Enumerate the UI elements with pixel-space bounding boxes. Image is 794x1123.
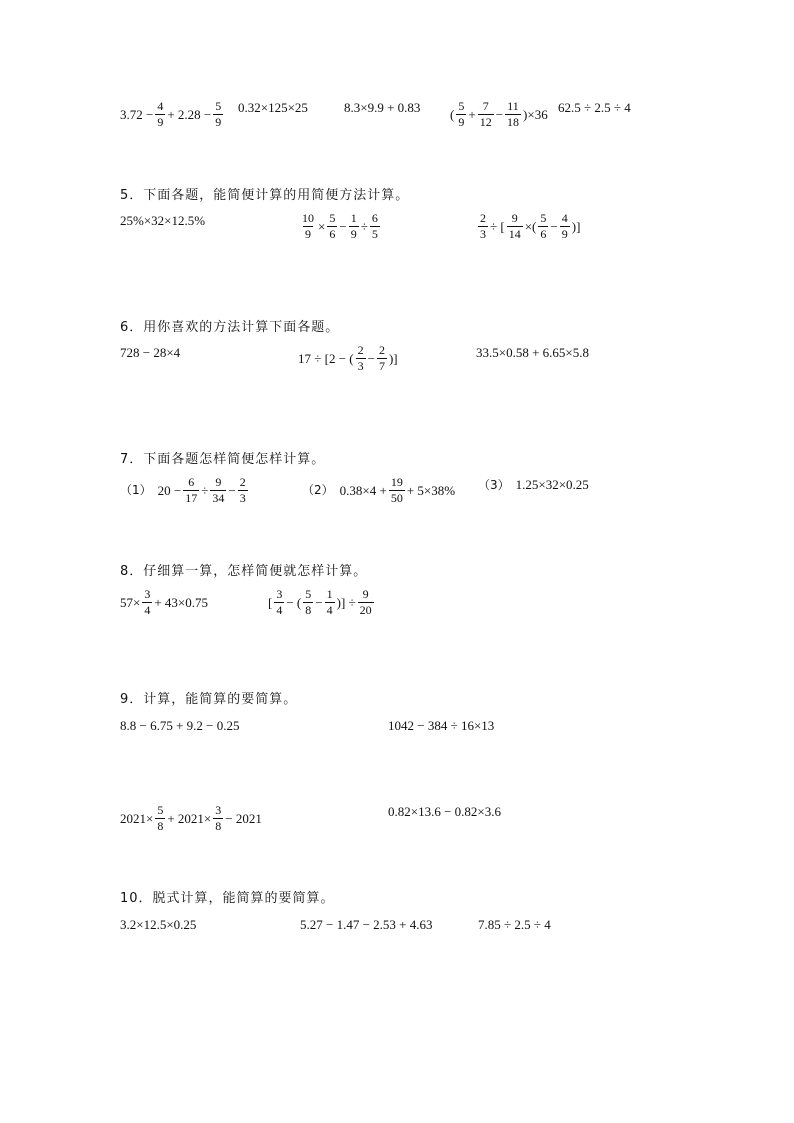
fraction: $\frac{7}{12}$ bbox=[479, 99, 492, 129]
fraction: $\frac{10}{9}$ bbox=[302, 211, 314, 241]
fraction: $\frac{2}{3}$ bbox=[480, 211, 486, 241]
expr-7-1: （1） 20 − $\frac{6}{17}$ ÷ $\frac{9}{34}$ − $\frac{2}{3}$ bbox=[120, 475, 246, 505]
expr-7-3: （3） 1.25×32×0.25 bbox=[478, 477, 589, 492]
expr-4-2: 0.32×125×25 bbox=[238, 100, 308, 115]
expr-8-2: [ $\frac{3}{4}$ − ( $\frac{5}{8}$ − $\frac{1}{4}$ )] ÷ $\frac{9}{20}$ bbox=[268, 587, 372, 617]
fraction: $\frac{11}{18}$ bbox=[507, 99, 520, 129]
expr-8-1: 57× $\frac{3}{4}$ + 43×0.75 bbox=[120, 587, 209, 617]
fraction: $\frac{5}{8}$ bbox=[305, 587, 312, 617]
expr-10-2: 5.27 − 1.47 − 2.53 + 4.63 bbox=[300, 917, 433, 932]
fraction: $\frac{5}{6}$ bbox=[540, 211, 547, 241]
fraction: $\frac{3}{8}$ bbox=[215, 803, 222, 833]
question-10-heading: 10．脱式计算，能简算的要简算。 bbox=[120, 891, 335, 906]
fraction: $\frac{3}{4}$ bbox=[276, 587, 283, 617]
expr-4-5: 62.5 ÷ 2.5 ÷ 4 bbox=[558, 100, 631, 115]
expr-6-3: 33.5×0.58 + 6.65×5.8 bbox=[476, 345, 589, 360]
question-8-heading: 8．仔细算一算，怎样简便就怎样计算。 bbox=[120, 564, 368, 579]
expr-9-2: 1042 − 384 ÷ 16×13 bbox=[388, 718, 495, 733]
fraction: $\frac{2}{7}$ bbox=[378, 343, 385, 373]
question-7-heading: 7．下面各题怎样简便怎样计算。 bbox=[120, 452, 326, 467]
fraction: $\frac{5}{9}$ bbox=[458, 99, 465, 129]
expr-9-3: 2021× $\frac{5}{8}$ + 2021× $\frac{3}{8}$ − 2021 bbox=[120, 803, 262, 833]
question-6-heading: 6．用你喜欢的方法计算下面各题。 bbox=[120, 320, 340, 335]
fraction: $\frac{9}{34}$ bbox=[212, 475, 225, 505]
fraction: $\frac{3}{4}$ bbox=[144, 587, 151, 617]
item-label: （2） bbox=[302, 483, 334, 498]
fraction: $\frac{2}{3}$ bbox=[239, 475, 246, 505]
fraction: $\frac{1}{4}$ bbox=[326, 587, 333, 617]
fraction: $\frac{9}{20}$ bbox=[359, 587, 372, 617]
fraction: $\frac{19}{50}$ bbox=[390, 475, 403, 505]
expr-10-3: 7.85 ÷ 2.5 ÷ 4 bbox=[478, 917, 551, 932]
item-label: （1） bbox=[120, 483, 152, 498]
fraction: $\frac{5}{9}$ bbox=[215, 99, 222, 129]
expr-5-1: 25%×32×12.5% bbox=[120, 213, 206, 228]
question-9-heading: 9．计算，能简算的要简算。 bbox=[120, 692, 298, 707]
fraction: $\frac{4}{9}$ bbox=[561, 211, 568, 241]
expr-10-1: 3.2×12.5×0.25 bbox=[120, 917, 197, 932]
expr-7-2: （2） 0.38×4 + $\frac{19}{50}$ + 5×38% bbox=[302, 475, 456, 505]
expr-5-2: $\frac{10}{9}$ × $\frac{5}{6}$ − $\frac{1}{9}$ ÷ $\frac{6}{5}$ bbox=[302, 211, 378, 241]
fraction: $\frac{5}{6}$ bbox=[329, 211, 336, 241]
fraction: $\frac{1}{9}$ bbox=[350, 211, 357, 241]
expr-6-1: 728 − 28×4 bbox=[120, 345, 181, 360]
item-label: （3） bbox=[478, 477, 510, 492]
fraction: $\frac{9}{14}$ bbox=[508, 211, 521, 241]
expr-4-1: 3.72 − $\frac{4}{9}$ + 2.28 − $\frac{5}{9}$ bbox=[120, 99, 222, 129]
expr-4-4: ( $\frac{5}{9}$ + $\frac{7}{12}$ − $\frac{11}{18}$ )×36 bbox=[450, 99, 548, 129]
question-5-heading: 5．下面各题，能简便计算的用简便方法计算。 bbox=[120, 188, 410, 203]
expr-6-2: 17 ÷ [2 − ( $\frac{2}{3}$ − $\frac{2}{7}$ )] bbox=[298, 343, 398, 373]
fraction: $\frac{5}{8}$ bbox=[157, 803, 164, 833]
fraction: $\frac{2}{3}$ bbox=[357, 343, 364, 373]
expr-5-3: $\frac{2}{3}$ ÷ [ $\frac{9}{14}$ ×( $\frac{5}{6}$ − $\frac{4}{9}$ )] bbox=[480, 211, 581, 241]
fraction: $\frac{6}{17}$ bbox=[185, 475, 198, 505]
expr-9-1: 8.8 − 6.75 + 9.2 − 0.25 bbox=[120, 718, 240, 733]
expr-9-4: 0.82×13.6 − 0.82×3.6 bbox=[388, 804, 501, 819]
expr-4-3: 8.3×9.9 + 0.83 bbox=[344, 100, 421, 115]
fraction: $\frac{6}{5}$ bbox=[371, 211, 378, 241]
fraction: $\frac{4}{9}$ bbox=[157, 99, 164, 129]
